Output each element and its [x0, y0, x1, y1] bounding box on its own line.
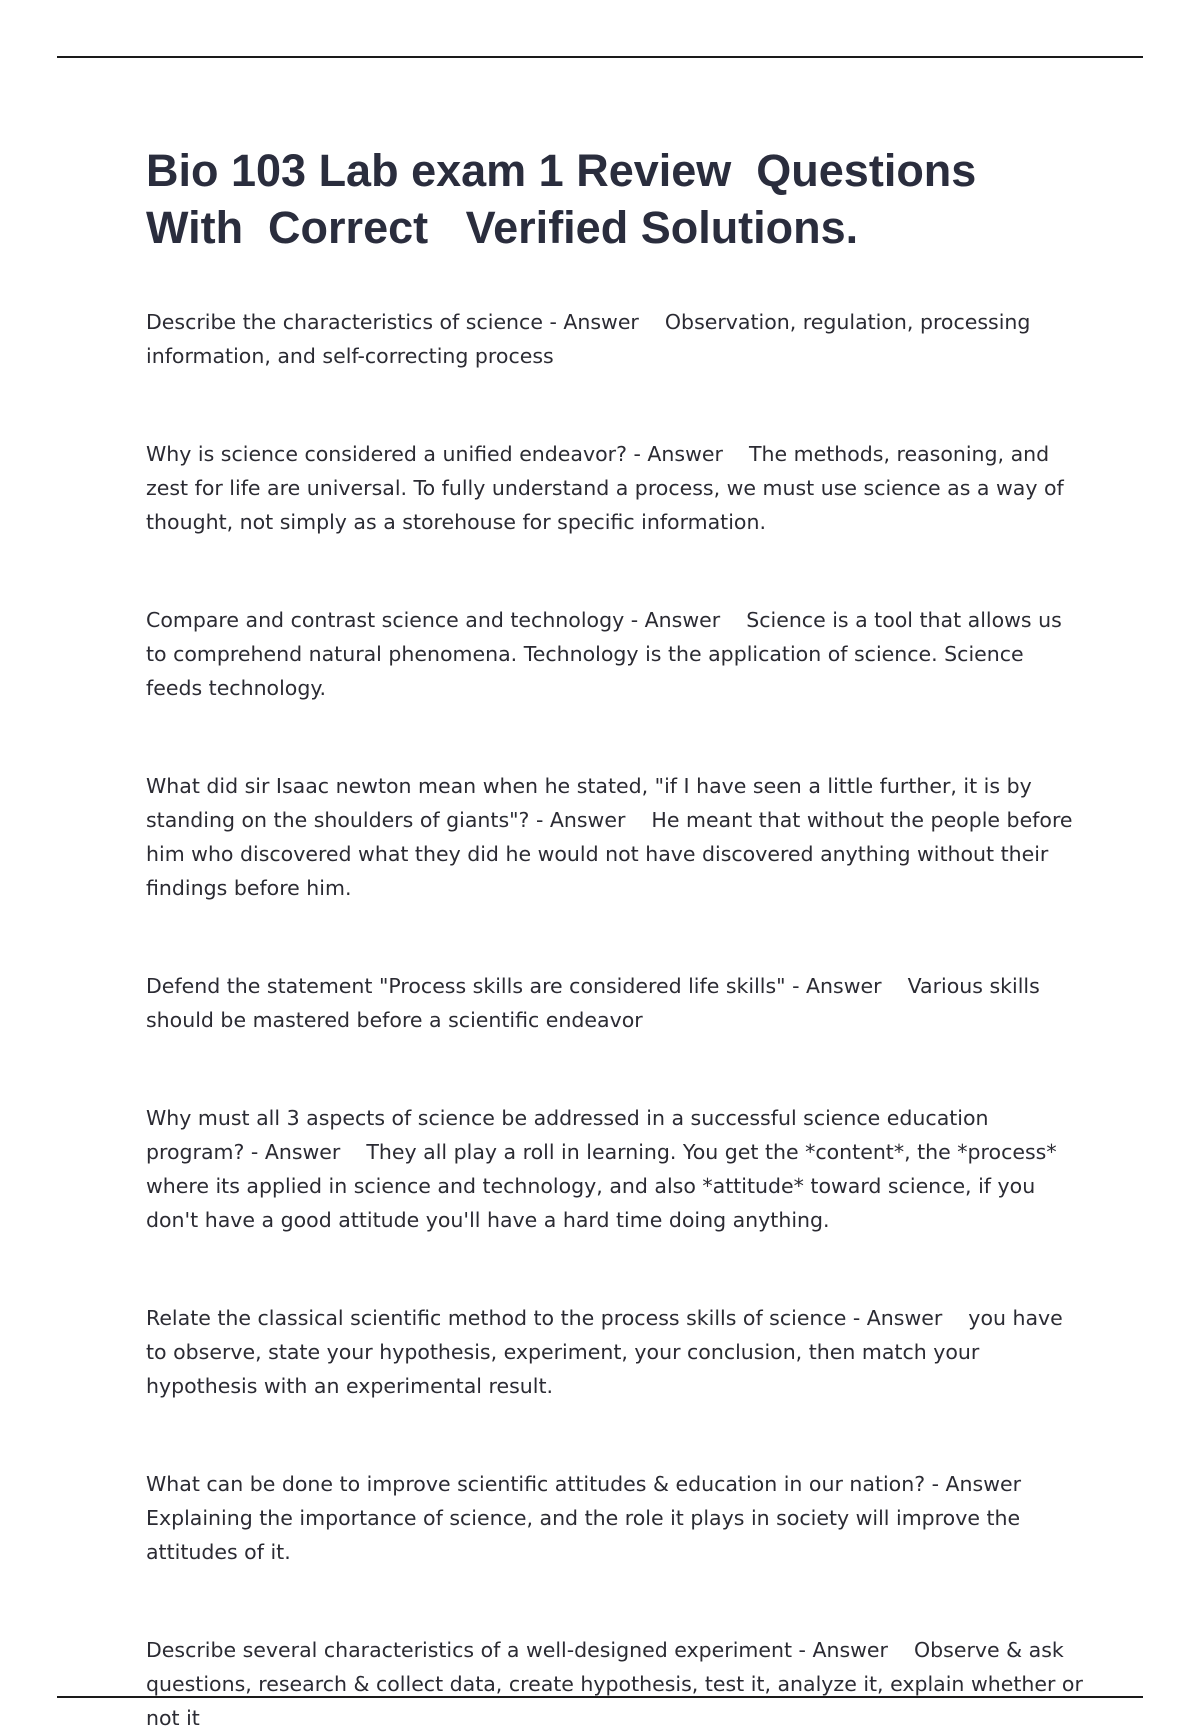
- qa-item: Relate the classical scientific method to the process skills of science - Answer you have to observe, state your hypothesis, experiment, your conclusion, then match your hypothesis with an experimental result.: [146, 1306, 1070, 1398]
- qa-item: Defend the statement "Process skills are considered life skills" - Answer Various skills should be mastered before a scientific endeavor: [146, 974, 1047, 1032]
- qa-item: What did sir Isaac newton mean when he stated, "if I have seen a little further, it is by standing on the shoulders of giants"? - Answer He meant that without the people before him who discovered what they did he would not have discovered anything without their findings before him.: [146, 774, 1080, 900]
- qa-item: What can be done to improve scientific attitudes & education in our nation? - Answer Explaining the importance of science, and the role it plays in society will improve the attitudes of it.: [146, 1472, 1048, 1564]
- bottom-rule: [57, 1696, 1143, 1698]
- qa-item: Compare and contrast science and technology - Answer Science is a tool that allows us to comprehend natural phenomena. Technology is the application of science. Science feeds technology.: [146, 608, 1069, 700]
- qa-item: Describe several characteristics of a well-designed experiment - Answer Observe & ask questions, research & collect data, create hypothesis, test it, analyze it, explain whether or not it: [146, 1638, 1090, 1730]
- top-rule: [57, 56, 1143, 58]
- qa-item: Why must all 3 aspects of science be addressed in a successful science education program? - Answer They all play a roll in learning. You get the *content*, the *process* where its applied in science and technology, and also *attitude* toward science, if you don't have a good attitude you'll have a hard time doing anything.: [146, 1106, 1064, 1232]
- document-body: [146, 142, 1090, 1730]
- qa-item: Describe the characteristics of science - Answer Observation, regulation, processing information, and self-correcting process: [146, 310, 1037, 368]
- qa-item: Why is science considered a unified endeavor? - Answer The methods, reasoning, and zest for life are universal. To fully understand a process, we must use science as a way of thought, not simply as a storehouse for specific information.: [146, 442, 1071, 534]
- document-title: Bio 103 Lab exam 1 Review Questions With Correct Verified Solutions.: [146, 145, 977, 253]
